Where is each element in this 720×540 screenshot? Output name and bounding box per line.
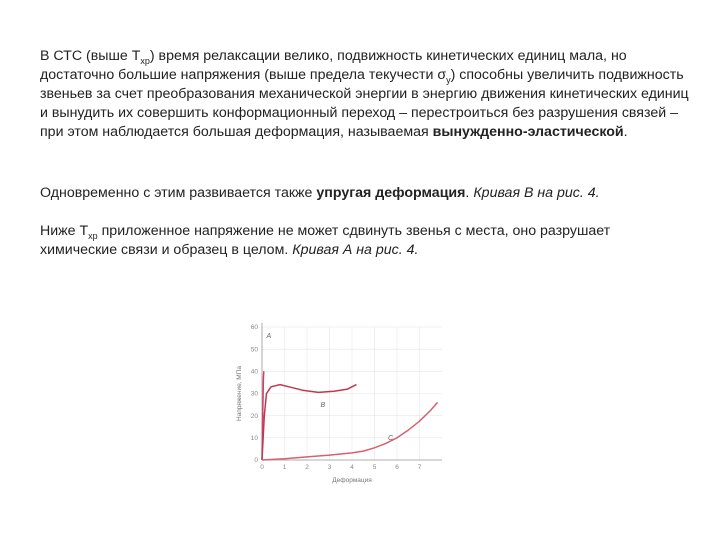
y-tick-label: 30 (250, 390, 258, 398)
x-tick-label: 2 (305, 464, 309, 471)
curve-b (262, 385, 357, 460)
y-tick-label: 10 (250, 435, 258, 443)
term-elastic-deformation: упругая деформация (316, 185, 466, 201)
term-forced-elastic: вынужденно-эластической (432, 124, 624, 140)
curve-c (262, 402, 438, 460)
y-tick-label: 50 (250, 346, 258, 354)
y-tick-label: 60 (250, 324, 258, 332)
paragraph-elastic-deformation: Одновременно с этим развивается также упругая деформация. Кривая В на рис. 4. (40, 185, 600, 201)
x-tick-label: 5 (372, 464, 377, 471)
curve-label-b: B (320, 401, 326, 409)
x-tick-label: 3 (327, 464, 332, 471)
y-tick-label: 0 (254, 457, 258, 465)
x-tick-labels (260, 464, 422, 471)
stress-strain-chart (228, 315, 458, 495)
y-tick-label: 20 (250, 412, 258, 420)
paragraph-glassy-state: В СТС (выше $Т_{хр}$) время релаксации велико, подвижность кинетических единиц мала, но достаточно большие напряжения (выше предела текучести $\sigma_у$) способны увеличить подвижность звеньев за счет преобразования механической энергии в энергию движения кинетических единиц и вынудить их совершить конформационный переход – перестроиться без разрушения связей – при этом наблюдается большая деформация, называемая вынужденно-эластической. (40, 48, 689, 140)
figure-ref-curve-a: Кривая А на рис. 4. (292, 242, 419, 258)
x-tick-label: 7 (417, 464, 422, 471)
x-tick-label: 1 (282, 464, 287, 471)
x-tick-label: 4 (350, 464, 354, 471)
y-axis-label: Напряжение, МПа (236, 365, 243, 422)
paragraph-brittle-state: Ниже $Т_{хр}$ приложенное напряжение не может сдвинуть звенья с места, оно разрушает химические связи и образец в целом. Кривая А на рис. 4. (40, 223, 611, 258)
x-axis-label: Деформация (332, 477, 372, 484)
y-tick-label: 40 (250, 368, 258, 376)
x-tick-label: 0 (260, 464, 264, 471)
y-tick-labels (251, 324, 259, 464)
curve-label-a: A (266, 333, 272, 341)
x-tick-label: 6 (395, 464, 399, 471)
chart-grid (262, 327, 442, 460)
figure-ref-curve-b: Кривая В на рис. 4. (473, 185, 600, 201)
curve-label-c: C (388, 435, 394, 443)
